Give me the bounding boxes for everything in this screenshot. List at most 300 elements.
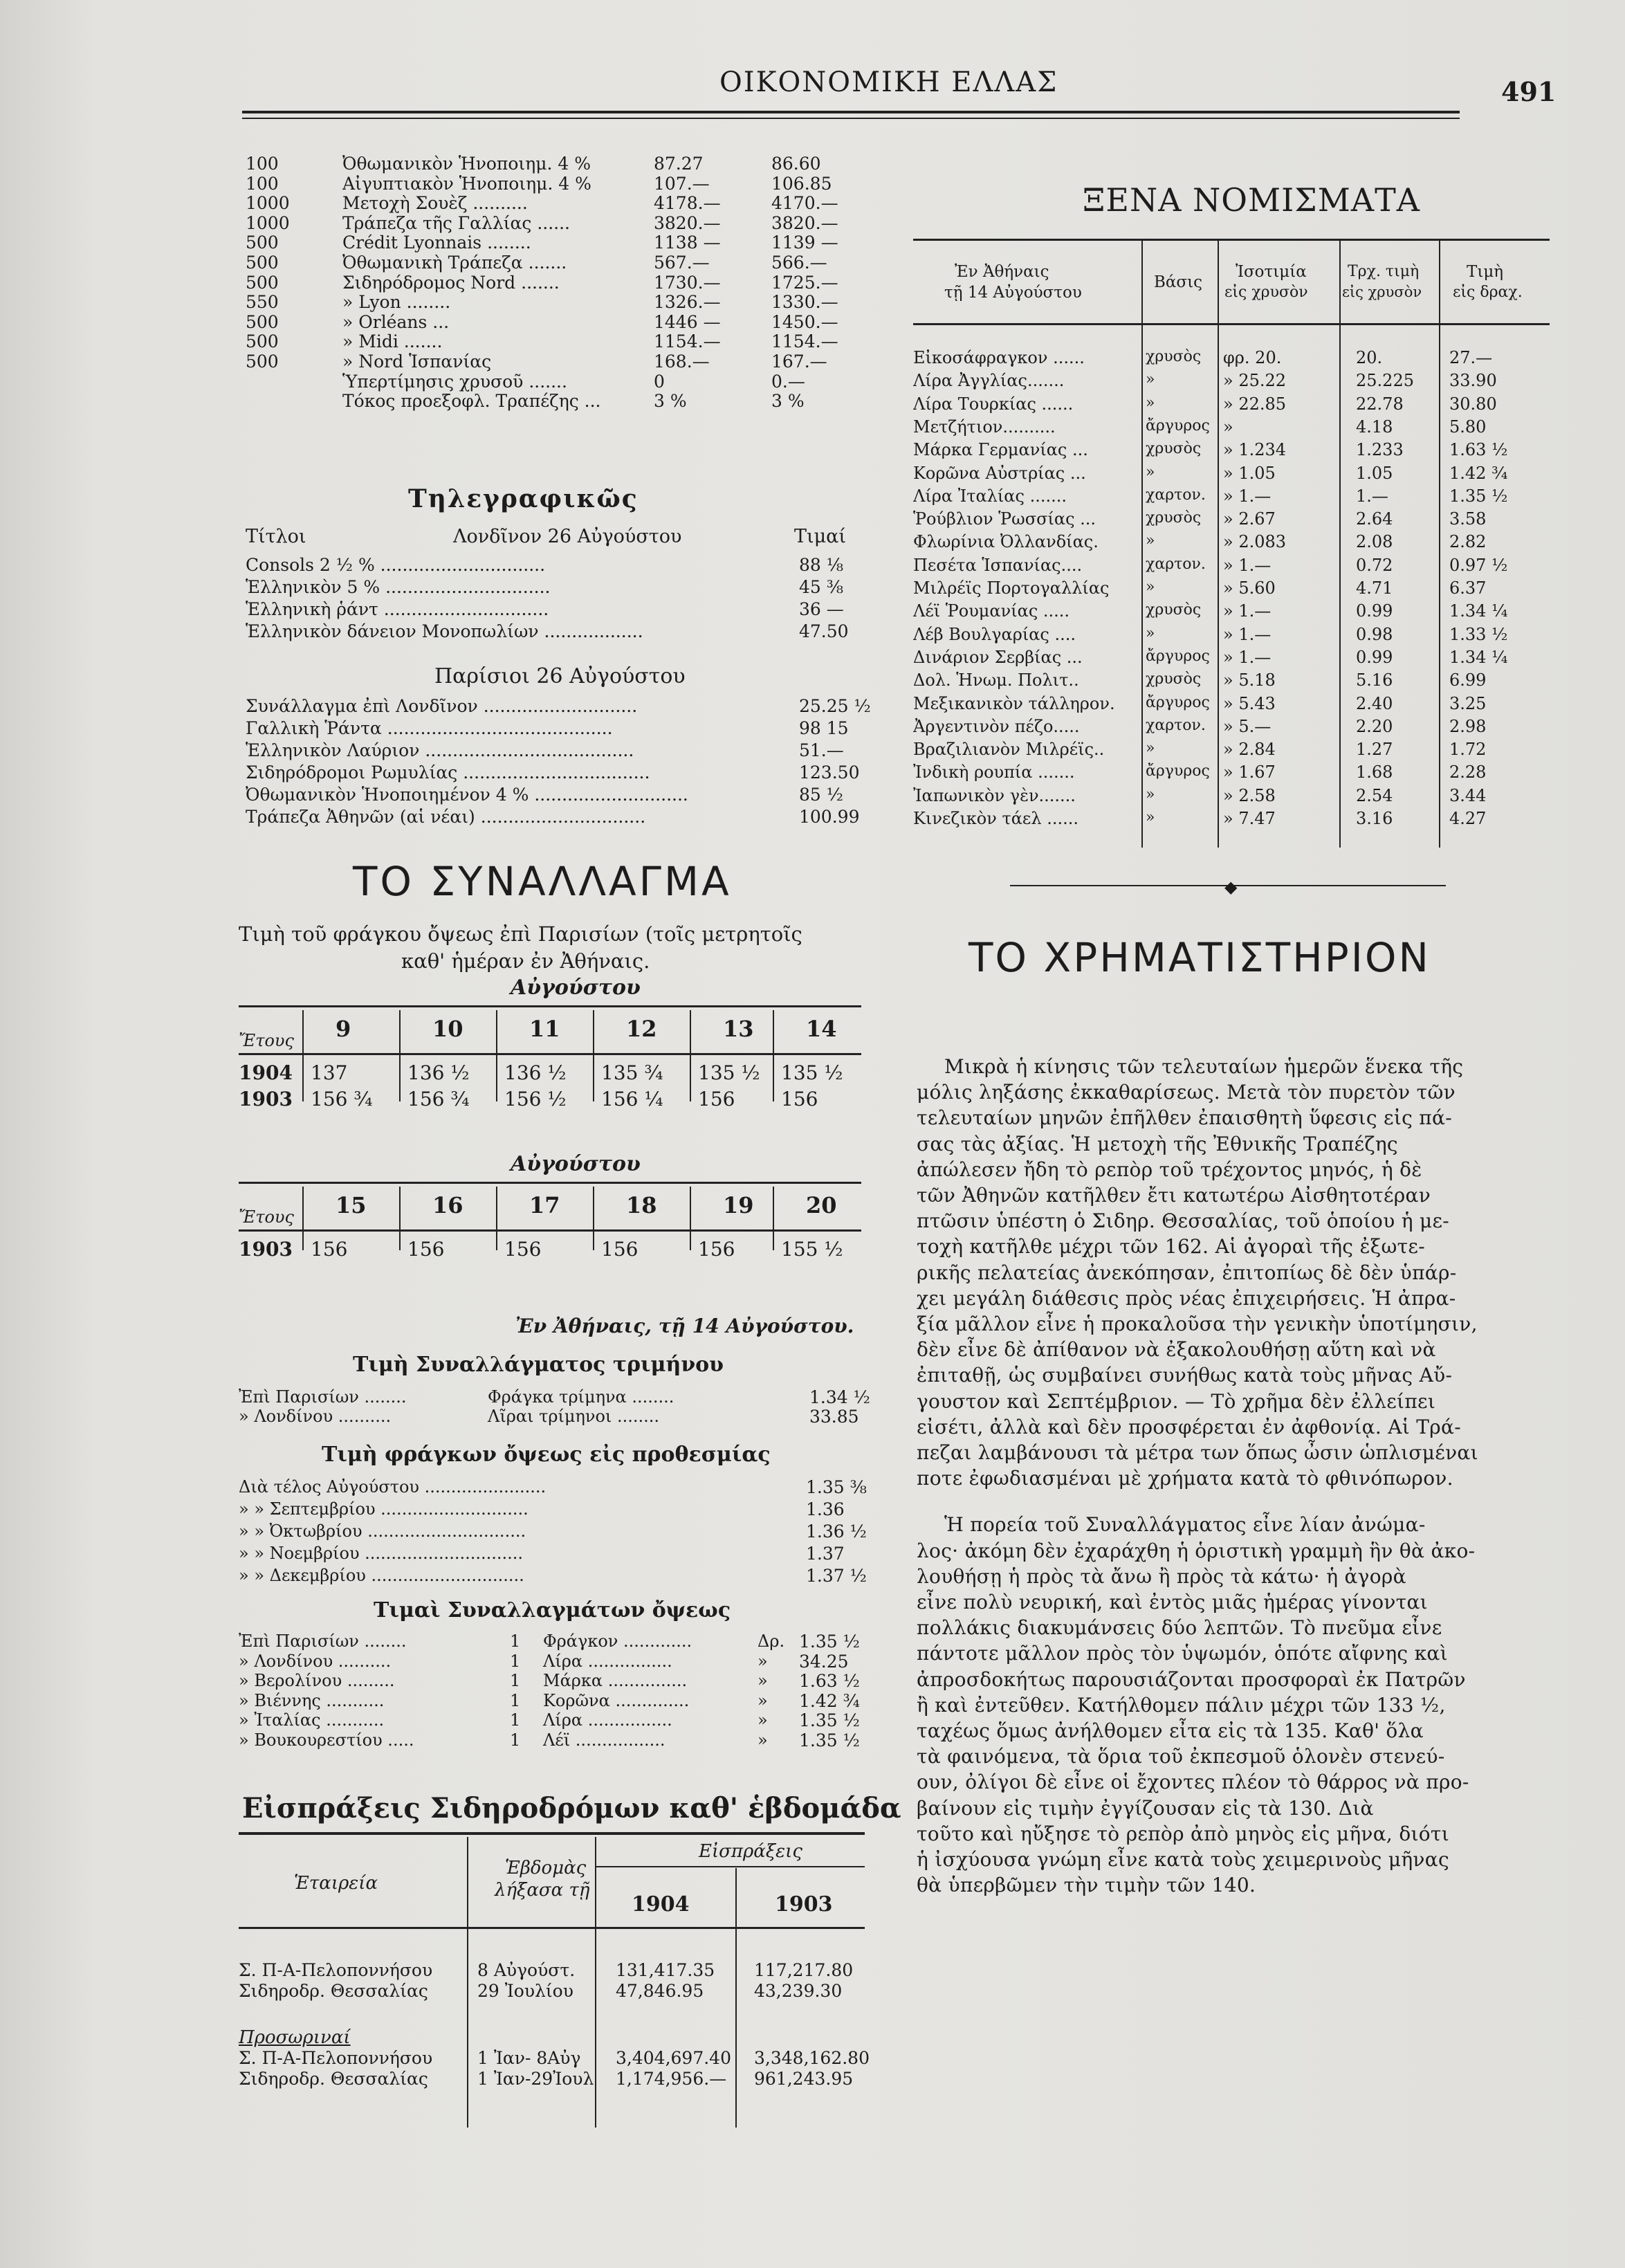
fx-parity: φρ. 20.: [1223, 348, 1282, 367]
fx-drachma: 1.34 ¼: [1449, 647, 1508, 667]
fx-basis: χρυσὸς: [1146, 440, 1202, 458]
rail-1903: 961,243.95: [754, 2069, 854, 2089]
col-london: Λονδῖνον 26 Αὐγούστου: [453, 526, 682, 547]
paris-item-name: Ὀθωμανικὸν Ἡνοποιημένον 4 % ............................: [246, 785, 688, 805]
security-nominal: 100: [246, 154, 279, 174]
security-nominal: 500: [246, 272, 279, 293]
col-divider: [690, 1010, 691, 1101]
rail-provisional: Προσωριναί: [239, 2027, 351, 2048]
fx-gold: 2.64: [1356, 509, 1393, 529]
header-underline: [239, 1229, 861, 1232]
london-item-value: 88 ⅛: [799, 555, 843, 575]
rail-1904: 1,174,956.—: [616, 2069, 727, 2089]
fx-basis: »: [1146, 463, 1155, 481]
security-price-2: 86.60: [771, 154, 821, 174]
divider-diamond: ◆: [1224, 877, 1238, 897]
fx-gold: 0.99: [1356, 601, 1393, 621]
bourse-paragraph-line: ουν, ὀλίγοι δὲ εἶνε οἱ ἔχοντες πλέον τὸ θάρρος νὰ προ-: [917, 1771, 1469, 1794]
fx-parity: » 5.18: [1223, 670, 1276, 691]
fx-drachma: 1.63 ½: [1449, 440, 1508, 460]
security-price-2: 0.—: [771, 371, 805, 392]
day-header: 16: [432, 1192, 463, 1218]
security-price-2: 3 %: [771, 391, 805, 412]
rate-cell: 156: [504, 1238, 542, 1261]
fx-parity: » 1.—: [1223, 555, 1271, 575]
security-name: Αἰγυπτιακὸν Ἡνοποιημ. 4 %: [342, 173, 591, 194]
day-header: 11: [529, 1016, 560, 1042]
fx-gold: 2.20: [1356, 716, 1393, 736]
fx-gold: 5.16: [1356, 670, 1393, 691]
fx-h-parity-1: Ἰσοτιμία: [1236, 263, 1307, 281]
security-price-1: 87.27: [654, 154, 704, 174]
sight-unit: »: [758, 1671, 768, 1690]
fx-h-place-2: τῇ 14 Αὐγούστου: [944, 284, 1082, 302]
col-divider: [773, 1187, 774, 1250]
fx-name: Βραζιλιανὸν Μιλρέϊς..: [913, 740, 1105, 760]
sight-qty: 1: [510, 1730, 521, 1750]
bourse-paragraph-line: βαίνουν εἰς τιμὴν ἐγγίζουσαν εἰς τὰ 130. Διὰ: [917, 1796, 1374, 1820]
security-price-1: 3 %: [654, 391, 687, 412]
fx-col: [1141, 239, 1143, 848]
london-item-value: 47.50: [799, 621, 849, 641]
london-item-name: Consols 2 ½ % ..............................: [246, 555, 546, 575]
security-price-1: 107.—: [654, 173, 710, 194]
bourse-paragraph-line: εἶνε πολὺ νευρική, καὶ ἐντὸς μιᾶς ἡμέρας γίνονται: [917, 1591, 1428, 1613]
exchange-table-1: [239, 1010, 861, 1149]
bourse-paragraph-line: τοχὴ κατῆλθε μέχρι τῶν 162. Αἱ ἀγοραὶ τῆς ἐξωτε-: [917, 1235, 1426, 1259]
fx-h-drachma-1: Τιμὴ: [1467, 263, 1504, 281]
rail-company: Σιδηροδρ. Θεσσαλίας: [239, 1981, 428, 2001]
bourse-paragraph-line: γουστον καὶ Σεπτέμβριον. — Τὸ χρῆμα δὲν ἐλλείπει: [917, 1389, 1436, 1413]
fx-gold: 22.78: [1356, 394, 1404, 414]
security-name: » Lyon ........: [342, 292, 451, 313]
year-cell: 1903: [239, 1238, 293, 1261]
fx-drachma: 33.90: [1449, 371, 1497, 391]
fx-name: Κορῶνα Αὐστρίας ...: [913, 463, 1086, 483]
fx-parity: » 5.60: [1223, 578, 1276, 598]
bourse-paragraph-line: θὰ ὑπερβῶμεν τὴν τιμὴν τῶν 140.: [917, 1874, 1256, 1897]
bourse-paragraph-line: ποτε ἐφωδιασμέναι μὲ χρήματα κατὰ τὸ φθινόπωρον.: [917, 1467, 1453, 1490]
col-divider: [773, 1010, 774, 1101]
fx-name: Δολ. Ἡνωμ. Πολιτ..: [913, 670, 1079, 691]
rail-1904: 3,404,697.40: [616, 2048, 731, 2068]
security-nominal: 100: [246, 173, 279, 194]
security-name: » Midi .......: [342, 331, 443, 352]
sight-place: » Βερολίνου .........: [239, 1671, 395, 1690]
bourse-paragraph-line: τοῦτο καὶ ηὔξησε τὸ ρεπὸρ ἀπὸ μηνὸς εἰς μῆνα, διότι: [917, 1822, 1449, 1845]
rate-cell: 156 ¾: [311, 1088, 373, 1110]
sight-value: 1.35 ½: [799, 1631, 860, 1652]
rail-h-week-2: λήξασα τῇ: [495, 1880, 590, 1901]
fx-parity: » 1.—: [1223, 624, 1271, 644]
fx-name: Κινεζικὸν τάελ ......: [913, 809, 1078, 828]
quarter-currency: Λῖραι τρίμηνοι ........: [488, 1407, 659, 1426]
rail-h-rule: [595, 1866, 865, 1867]
forward-term: Διὰ τέλος Αὐγούστου .......................: [239, 1477, 547, 1497]
rate-cell: 156: [781, 1088, 818, 1110]
forward-value: 1.37 ½: [806, 1566, 867, 1586]
bourse-paragraph-line: ἐπιταθῇ, ὡς συμβαίνει συνήθως κατὰ τοὺς μῆνας Αὔ-: [917, 1364, 1453, 1387]
london-item-value: 36 —: [799, 599, 844, 619]
fx-basis: ἄργυρος: [1146, 647, 1210, 665]
forward-value: 1.35 ⅜: [806, 1477, 867, 1497]
sight-currency: Λίρα ................: [543, 1651, 672, 1671]
forward-term: » » Νοεμβρίου ..............................: [239, 1544, 524, 1563]
rail-company: Σ. Π-Α-Πελοποννήσου: [239, 2048, 433, 2068]
fx-name: Ῥούβλιον Ῥωσσίας ...: [913, 509, 1096, 529]
col-divider: [302, 1187, 304, 1250]
table-rule-2: [239, 1182, 861, 1184]
fx-h-parity-2: εἰς χρυσὸν: [1224, 284, 1308, 301]
fx-top-rule: [913, 239, 1550, 241]
month-label-1: Αὐγούστου: [511, 976, 641, 1000]
rate-cell: 156: [311, 1238, 348, 1261]
rail-week: 29 Ἰουλίου: [477, 1981, 573, 2001]
security-name: Ὑπερτίμησις χρυσοῦ .......: [342, 371, 567, 392]
fx-gold: 25.225: [1356, 371, 1414, 391]
security-price-2: 1450.—: [771, 311, 838, 332]
col-divider: [593, 1187, 594, 1250]
fx-parity: »: [1223, 417, 1233, 437]
bourse-paragraph-line: λος· ἀκόμη δὲν ἐχαράχθη ἡ ὁριστικὴ γραμμὴ ἣν θὰ ἀκο-: [917, 1539, 1476, 1562]
rail-h-company: Ἑταιρεία: [294, 1873, 378, 1894]
security-price-1: 1730.—: [654, 272, 721, 293]
paris-item-name: Σιδηρόδρομοι Ρωμυλίας ..................................: [246, 762, 650, 783]
security-price-1: 4178.—: [654, 193, 721, 214]
fx-gold: 20.: [1356, 348, 1383, 367]
rate-cell: 155 ½: [781, 1238, 843, 1261]
bourse-paragraph-line: πάντοτε μᾶλλον πρὸς τὸν ὑψωμόν, ὁπότε αἴφνης καὶ: [917, 1642, 1448, 1665]
fx-gold: 4.18: [1356, 417, 1393, 437]
athens-date: Ἐν Ἀθήναις, τῇ 14 Αὐγούστου.: [515, 1315, 854, 1337]
quarter-title: Τιμὴ Συναλλάγματος τριμήνου: [353, 1353, 724, 1377]
rail-col: [595, 1837, 596, 2128]
fx-basis: χαρτον.: [1146, 716, 1206, 734]
fx-parity: » 1.05: [1223, 463, 1276, 483]
security-nominal: 1000: [246, 212, 290, 233]
security-price-1: 168.—: [654, 351, 710, 372]
rate-cell: 135 ¾: [601, 1061, 663, 1084]
rail-1904: 47,846.95: [616, 1981, 704, 2001]
security-name: Μετοχὴ Σουὲζ ..........: [342, 193, 528, 214]
fx-h-basis: Βάσις: [1154, 273, 1203, 291]
security-price-2: 3820.—: [771, 212, 838, 233]
fx-name: Δινάριον Σερβίας ...: [913, 647, 1083, 667]
year-label: Ἔτους: [239, 1207, 294, 1227]
fx-name: Πεσέτα Ἱσπανίας....: [913, 555, 1083, 575]
fx-name: Λέβ Βουλγαρίας ....: [913, 624, 1076, 644]
security-price-1: 1138 —: [654, 232, 721, 253]
fx-h-place-1: Ἐν Ἀθήναις: [955, 263, 1049, 281]
sight-unit: Δρ.: [758, 1631, 785, 1651]
fx-h-gold-2: εἰς χρυσὸν: [1342, 284, 1422, 300]
fx-basis: »: [1146, 809, 1155, 826]
paris-item-value: 85 ½: [799, 785, 843, 805]
col-divider: [593, 1010, 594, 1101]
exchange-subtitle-2: καθ' ἡμέραν ἐν Ἀθήναις.: [401, 949, 650, 973]
fx-gold: 2.08: [1356, 532, 1393, 552]
rail-h-1904: 1904: [632, 1892, 690, 1917]
sight-unit: »: [758, 1730, 768, 1750]
rate-cell: 156: [601, 1238, 639, 1261]
rail-1903: 117,217.80: [754, 1960, 854, 1980]
fx-name: Μάρκα Γερμανίας ...: [913, 440, 1088, 460]
forward-value: 1.36 ½: [806, 1521, 867, 1542]
col-prices: Τιμαί: [794, 526, 846, 547]
fx-parity: » 1.—: [1223, 647, 1271, 667]
security-nominal: 500: [246, 351, 279, 372]
paris-item-value: 100.99: [799, 807, 860, 827]
rate-cell: 156 ¼: [601, 1088, 663, 1110]
fx-basis: χρυσὸς: [1146, 509, 1202, 527]
rail-week: 1 Ἰαν-29Ἰουλ: [477, 2069, 594, 2089]
sight-unit: »: [758, 1710, 768, 1730]
rate-cell: 136 ½: [504, 1061, 567, 1084]
fx-header-rule: [913, 323, 1550, 325]
fx-drachma: 1.72: [1449, 740, 1487, 760]
fx-drachma: 2.98: [1449, 716, 1487, 736]
fx-name: Φλωρίνια Ὀλλανδίας.: [913, 532, 1099, 552]
bourse-paragraph-line: ἡ ἰσχύουσα γνώμη εἶνε κατὰ τοὺς χειμερινοὺς μῆνας: [917, 1848, 1449, 1871]
bourse-paragraph-line: τῶν Ἀθηνῶν κατῆλθεν ἔτι κατωτέρω Αἰσθητοτέραν: [917, 1184, 1431, 1207]
bourse-paragraph-line: Ἡ πορεία τοῦ Συναλλάγματος εἶνε λίαν ἀνώμα-: [944, 1513, 1426, 1537]
security-price-2: 1725.—: [771, 272, 838, 293]
bourse-paragraph-line: λουθήσῃ ἡ πρὸς τὰ ἄνω ἢ πρὸς τὰ κάτω· ἡ ἀγορὰ: [917, 1564, 1406, 1588]
sight-currency: Μάρκα ...............: [543, 1671, 688, 1690]
fx-basis: »: [1146, 740, 1155, 758]
day-header: 19: [723, 1192, 754, 1218]
bourse-paragraph-line: πεζαι λαμβάνουσι τὰ μέτρα των ὅπως ὦσιν ὡπλισμέναι: [917, 1441, 1478, 1464]
col-divider: [302, 1010, 304, 1101]
security-price-2: 1154.—: [771, 331, 838, 352]
fx-drachma: 3.44: [1449, 785, 1487, 805]
bourse-paragraph-line: ἀπώλεσεν ἤδη τὸ ρεπὸρ τοῦ τρέχοντος μηνός, ἡ δὲ: [917, 1158, 1422, 1181]
fx-basis: ἄργυρος: [1146, 762, 1210, 780]
forward-value: 1.37: [806, 1544, 845, 1564]
sight-value: 34.25: [799, 1651, 849, 1672]
col-divider: [399, 1187, 401, 1250]
fx-gold: 1.—: [1356, 486, 1388, 506]
sight-value: 1.35 ½: [799, 1710, 860, 1730]
london-item-name: Ἑλληνικὸν 5 % ..............................: [246, 577, 551, 597]
fx-h-gold-1: Τρχ. τιμὴ: [1348, 263, 1420, 280]
sight-currency: Κορῶνα ..............: [543, 1690, 690, 1710]
paris-item-name: Γαλλικὴ Ῥάντα .........................................: [246, 718, 613, 738]
rail-header-rule: [239, 1927, 865, 1929]
fx-name: Μεξικανικὸν τάλληρον.: [913, 693, 1115, 713]
rate-cell: 137: [311, 1061, 348, 1084]
fx-gold: 1.68: [1356, 762, 1393, 783]
day-header: 15: [336, 1192, 367, 1218]
forward-title: Τιμὴ φράγκων ὄψεως εἰς προθεσμίας: [322, 1443, 771, 1467]
security-name: Τράπεζα τῆς Γαλλίας ......: [342, 212, 571, 233]
page-number: 491: [1501, 76, 1557, 107]
fx-basis: ἄργυρος: [1146, 693, 1210, 711]
fx-drachma: 30.80: [1449, 394, 1497, 414]
bourse-paragraph-line: πολλάκις διακυμάνσεις δύο λεπτῶν. Τὸ πνεῦμα εἶνε: [917, 1616, 1442, 1640]
rail-title: Εἰσπράξεις Σιδηροδρόμων καθ' ἑβδομάδα: [242, 1792, 901, 1825]
bourse-paragraph-line: μόλις ληξάσης ἐκκαθαρίσεως. Μετὰ τὸν πυρετὸν τῶν: [917, 1081, 1456, 1104]
quarter-currency: Φράγκα τρίμηνα ........: [488, 1387, 674, 1407]
fx-gold: 2.54: [1356, 785, 1393, 805]
fx-drachma: 0.97 ½: [1449, 555, 1508, 575]
rail-table: [239, 1837, 870, 2128]
forward-term: » » Ὀκτωβρίου ..............................: [239, 1521, 526, 1541]
fx-name: Εἰκοσάφραγκον ......: [913, 348, 1085, 367]
sight-place: Ἐπὶ Παρισίων ........: [239, 1631, 407, 1651]
fx-name: Λίρα Ἰταλίας .......: [913, 486, 1067, 506]
forward-term: » » Σεπτεμβρίου ............................: [239, 1499, 529, 1519]
security-nominal: 550: [246, 292, 279, 313]
year-cell: 1903: [239, 1088, 293, 1110]
rate-cell: 135 ½: [781, 1061, 843, 1084]
header-underline: [239, 1053, 861, 1055]
quarter-value: 33.85: [809, 1407, 859, 1427]
sight-value: 1.63 ½: [799, 1671, 860, 1691]
london-item-name: Ἑλληνικὸν δάνειον Μονοπωλίων ..................: [246, 621, 643, 641]
fx-parity: » 22.85: [1223, 394, 1287, 414]
bourse-paragraph-line: δὲν εἶνε δὲ ἀπίθανον νὰ ἐξακολουθήσῃ αὕτη καὶ νὰ: [917, 1338, 1436, 1362]
bourse-paragraph-line: πτῶσιν ὑπέστη ὁ Σιδηρ. Θεσσαλίας, τοῦ ὁποίου ἡ με-: [917, 1209, 1450, 1233]
security-nominal: 1000: [246, 193, 290, 214]
fx-basis: »: [1146, 394, 1155, 412]
fx-basis: ἄργυρος: [1146, 417, 1210, 435]
running-title: ΟΙΚΟΝΟΜΙΚΗ ΕΛΛΑΣ: [719, 66, 1058, 98]
security-price-1: 3820.—: [654, 212, 721, 233]
rail-rule: [239, 1832, 865, 1835]
security-name: » Orléans ...: [342, 311, 450, 332]
bourse-paragraph-line: χει μεγάλη διάθεσις πρὸς νέας ἐπιχειρήσεις. Ἡ ἀπρα-: [917, 1286, 1456, 1310]
telegraph-title: Τηλεγραφικῶς: [408, 484, 639, 513]
fx-drachma: 1.35 ½: [1449, 486, 1508, 506]
quarter-place: » Λονδίνου ..........: [239, 1407, 392, 1426]
fx-drachma: 6.37: [1449, 578, 1487, 598]
fx-parity: » 7.47: [1223, 809, 1276, 828]
security-nominal: 500: [246, 311, 279, 332]
fx-col: [1218, 239, 1219, 848]
sight-qty: 1: [510, 1671, 521, 1690]
fx-basis: χαρτον.: [1146, 486, 1206, 504]
fx-basis: »: [1146, 624, 1155, 642]
forward-term: » » Δεκεμβρίου .............................: [239, 1566, 524, 1585]
paris-item-value: 25.25 ½: [799, 696, 871, 716]
security-name: Σιδηρόδρομος Nord .......: [342, 272, 560, 293]
rail-h-week-1: Ἑβδομὰς: [505, 1858, 587, 1878]
sight-currency: Φράγκον .............: [543, 1631, 692, 1651]
fx-parity: » 25.22: [1223, 371, 1287, 391]
fx-col: [1439, 239, 1440, 848]
bourse-paragraph-line: τὰ φαινόμενα, τὰ ὅρια τοῦ ἐκπεσμοῦ ὁλονὲν στενεύ-: [917, 1745, 1445, 1768]
forward-value: 1.36: [806, 1499, 845, 1519]
sight-place: » Λονδίνου ..........: [239, 1651, 392, 1671]
fx-basis: »: [1146, 578, 1155, 596]
security-price-1: 1326.—: [654, 292, 721, 313]
london-item-value: 45 ⅜: [799, 577, 843, 597]
fx-name: Λέϊ Ῥουμανίας .....: [913, 601, 1070, 621]
fx-drachma: 2.28: [1449, 762, 1487, 783]
rate-cell: 156: [698, 1088, 735, 1110]
header-rule-thin: [242, 118, 1460, 119]
paris-item-value: 51.—: [799, 740, 844, 760]
year-cell: 1904: [239, 1061, 293, 1084]
sight-qty: 1: [510, 1631, 521, 1651]
quarter-place: Ἐπὶ Παρισίων ........: [239, 1387, 407, 1407]
security-price-2: 1139 —: [771, 232, 838, 253]
paris-item-value: 98 15: [799, 718, 849, 738]
exchange-table-2: [239, 1187, 861, 1290]
fx-basis: »: [1146, 785, 1155, 803]
rail-col: [735, 1868, 737, 2128]
fx-drachma: 1.33 ½: [1449, 624, 1508, 644]
sight-value: 1.35 ½: [799, 1730, 860, 1750]
sight-qty: 1: [510, 1651, 521, 1671]
security-name: Τόκος προεξοφλ. Τραπέζης ...: [342, 391, 601, 412]
bourse-paragraph-line: σας τὰς ἀξίας. Ἡ μετοχὴ τῆς Ἐθνικῆς Τραπέζης: [917, 1132, 1398, 1155]
col-divider: [496, 1010, 497, 1101]
day-header: 10: [432, 1016, 463, 1042]
fx-basis: χρυσὸς: [1146, 348, 1202, 365]
bourse-paragraph-line: ταχέως ὅμως ἀνήλθομεν εἶτα εἰς τὰ 135. Καθ' ὅλα: [917, 1719, 1424, 1742]
fx-basis: χρυσὸς: [1146, 670, 1202, 688]
day-header: 20: [806, 1192, 837, 1218]
fx-parity: » 2.84: [1223, 740, 1276, 760]
year-label: Ἔτους: [239, 1031, 294, 1050]
security-name: Ὀθωμανικὸν Ἡνοποιημ. 4 %: [342, 154, 591, 174]
fx-gold: 0.72: [1356, 555, 1393, 575]
sight-title: Τιμαὶ Συναλλαγμάτων ὄψεως: [374, 1598, 731, 1622]
day-header: 12: [626, 1016, 657, 1042]
quarter-value: 1.34 ½: [809, 1387, 870, 1407]
security-nominal: 500: [246, 331, 279, 352]
foreign-title: ΞΕΝΑ ΝΟΜΙΣΜΑΤΑ: [1083, 181, 1421, 219]
paris-item-value: 123.50: [799, 762, 860, 783]
rail-week: 8 Αὐγούστ.: [477, 1960, 576, 1980]
bourse-paragraph-line: τελευταίων μηνῶν ἐπῆλθεν ἐπαισθητὴ ὕφεσις εἰς πά-: [917, 1106, 1452, 1130]
sight-qty: 1: [510, 1710, 521, 1730]
security-price-1: 0: [654, 371, 665, 392]
fx-gold: 1.05: [1356, 463, 1393, 483]
header-rule: [242, 111, 1460, 113]
paris-item-name: Συνάλλαγμα ἐπὶ Λονδῖνον ............................: [246, 696, 638, 716]
security-name: Crédit Lyonnais ........: [342, 232, 531, 253]
rail-col: [467, 1837, 468, 2128]
security-price-2: 167.—: [771, 351, 827, 372]
paris-item-name: Τράπεζα Ἀθηνῶν (αἱ νέαι) ..............................: [246, 807, 646, 827]
fx-drachma: 1.42 ¾: [1449, 463, 1508, 483]
fx-parity: » 2.58: [1223, 785, 1276, 805]
day-header: 17: [529, 1192, 560, 1218]
fx-gold: 3.16: [1356, 809, 1393, 828]
fx-gold: 2.40: [1356, 693, 1393, 713]
sight-value: 1.42 ¾: [799, 1690, 860, 1711]
security-price-2: 4170.—: [771, 193, 838, 214]
security-price-2: 106.85: [771, 173, 832, 194]
bourse-paragraph-line: ρικῆς πελατείας ἀνεκόπησαν, ἐπιτοπίως δὲ δὲν ὑπάρ-: [917, 1261, 1457, 1284]
fx-name: Λίρα Τουρκίας ......: [913, 394, 1074, 414]
paris-title: Παρίσιοι 26 Αὐγούστου: [434, 664, 686, 688]
fx-parity: » 1.—: [1223, 486, 1271, 506]
security-price-1: 1154.—: [654, 331, 721, 352]
fx-gold: 0.99: [1356, 647, 1393, 667]
fx-parity: » 1.67: [1223, 762, 1276, 783]
day-header: 18: [626, 1192, 657, 1218]
fx-parity: » 5.—: [1223, 716, 1271, 736]
fx-name: Ἰαπωνικὸν γὲν.......: [913, 785, 1076, 805]
fx-parity: » 2.083: [1223, 532, 1287, 552]
london-item-name: Ἑλληνικὴ ῥάντ ..............................: [246, 599, 549, 619]
bourse-title: ΤΟ ΧΡΗΜΑΤΙΣΤΗΡΙΟΝ: [968, 934, 1431, 981]
paris-item-name: Ἑλληνικὸν Λαύριον ......................................: [246, 740, 634, 760]
